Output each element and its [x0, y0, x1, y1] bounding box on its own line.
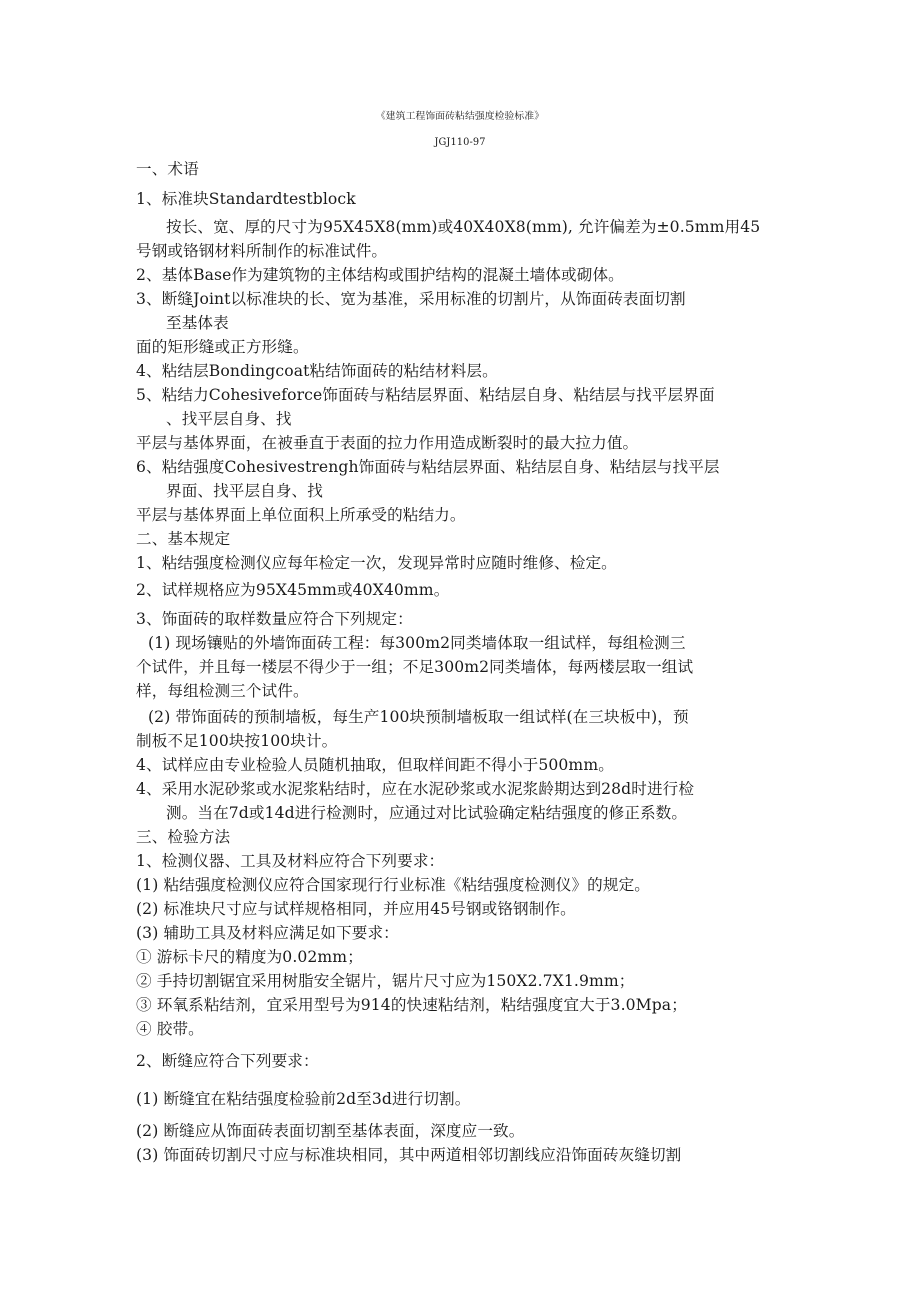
text-line: ② 手持切割锯宜采用树脂安全锯片，锯片尺寸应为150X2.7X1.9mm； — [136, 972, 635, 990]
text-line: ④ 胶带。 — [136, 1020, 204, 1038]
text-line: (3) 辅助工具及材料应满足如下要求： — [136, 924, 399, 942]
text-line: 2、基体Base作为建筑物的主体结构或围护结构的混凝土墙体或砌体。 — [136, 266, 624, 284]
text-line: 6、粘结强度Cohesivestrengh饰面砖与粘结层界面、粘结层自身、粘结层与找平层 — [136, 458, 720, 476]
text-line: 平层与基体界面上单位面积上所承受的粘结力。 — [136, 506, 466, 524]
section-heading-basic-rules: 二、基本规定 — [136, 530, 231, 548]
text-line: 3、饰面砖的取样数量应符合下列规定： — [136, 610, 413, 628]
text-line: 号钢或铬钢材料所制作的标准试件。 — [136, 242, 388, 260]
section-heading-methods: 三、检验方法 — [136, 828, 231, 846]
standard-code: JGJ110-97 — [434, 137, 486, 148]
text-line: (1) 粘结强度检测仪应符合国家现行行业标准《粘结强度检测仪》的规定。 — [136, 876, 650, 894]
text-line: (2) 标准块尺寸应与试样规格相同，并应用45号钢或铬钢制作。 — [136, 900, 576, 918]
text-line: 1、检测仪器、工具及材料应符合下列要求： — [136, 852, 445, 870]
text-line: 、找平层自身、找 — [166, 410, 292, 428]
text-line: 平层与基体界面，在被垂直于表面的拉力作用造成断裂时的最大拉力值。 — [136, 434, 639, 452]
text-line: (3) 饰面砖切割尺寸应与标准块相同，其中两道相邻切割线应沿饰面砖灰缝切割 — [136, 1146, 682, 1164]
section-heading-terms: 一、术语 — [136, 160, 199, 178]
text-line: (2) 断缝应从饰面砖表面切割至基体表面，深度应一致。 — [136, 1122, 525, 1140]
text-line: 样，每组检测三个试件。 — [136, 682, 309, 700]
text-line: 3、断缝Joint以标准块的长、宽为基准，采用标准的切割片，从饰面砖表面切割 — [136, 290, 686, 308]
text-line: 面的矩形缝或正方形缝。 — [136, 338, 309, 356]
text-line: 4、粘结层Bondingcoat粘结饰面砖的粘结材料层。 — [136, 362, 498, 380]
text-line: 个试件，并且每一楼层不得少于一组；不足300m2同类墙体，每两楼层取一组试 — [136, 658, 694, 676]
text-line: 测。当在7d或14d进行检测时，应通过对比试验确定粘结强度的修正系数。 — [166, 804, 688, 822]
text-line: 2、试样规格应为95X45mm或40X40mm。 — [136, 581, 450, 599]
document-title: 《建筑工程饰面砖粘结强度检验标准》 — [375, 111, 545, 122]
text-line: 界面、找平层自身、找 — [166, 482, 323, 500]
text-line: 至基体表 — [166, 314, 229, 332]
text-line: (2) 带饰面砖的预制墙板，每生产100块预制墙板取一组试样(在三块板中)，预 — [148, 708, 689, 726]
text-line: ③ 环氧系粘结剂，宜采用型号为914的快速粘结剂，粘结强度宜大于3.0Mpa； — [136, 996, 687, 1014]
text-line: 4、试样应由专业检验人员随机抽取，但取样间距不得小于500mm。 — [136, 756, 614, 774]
text-line: (1) 现场镶贴的外墙饰面砖工程：每300m2同类墙体取一组试样，每组检测三 — [148, 634, 686, 652]
text-line: 1、标准块Standardtestblock — [136, 190, 356, 208]
text-line: ① 游标卡尺的精度为0.02mm； — [136, 948, 363, 966]
text-line: 1、粘结强度检测仪应每年检定一次，发现异常时应随时维修、检定。 — [136, 554, 617, 572]
text-line: 制板不足100块按100块计。 — [136, 732, 338, 750]
text-line: 2、断缝应符合下列要求： — [136, 1052, 319, 1070]
text-line: 5、粘结力Cohesiveforce饰面砖与粘结层界面、粘结层自身、粘结层与找平层界面 — [136, 386, 715, 404]
text-line: 按长、宽、厚的尺寸为95X45X8(mm)或40X40X8(mm), 允许偏差为±0.5mm用45 — [166, 218, 761, 236]
text-line: 4、采用水泥砂浆或水泥浆粘结时，应在水泥砂浆或水泥浆龄期达到28d时进行检 — [136, 780, 695, 798]
text-line: (1) 断缝宜在粘结强度检验前2d至3d进行切割。 — [136, 1090, 471, 1108]
